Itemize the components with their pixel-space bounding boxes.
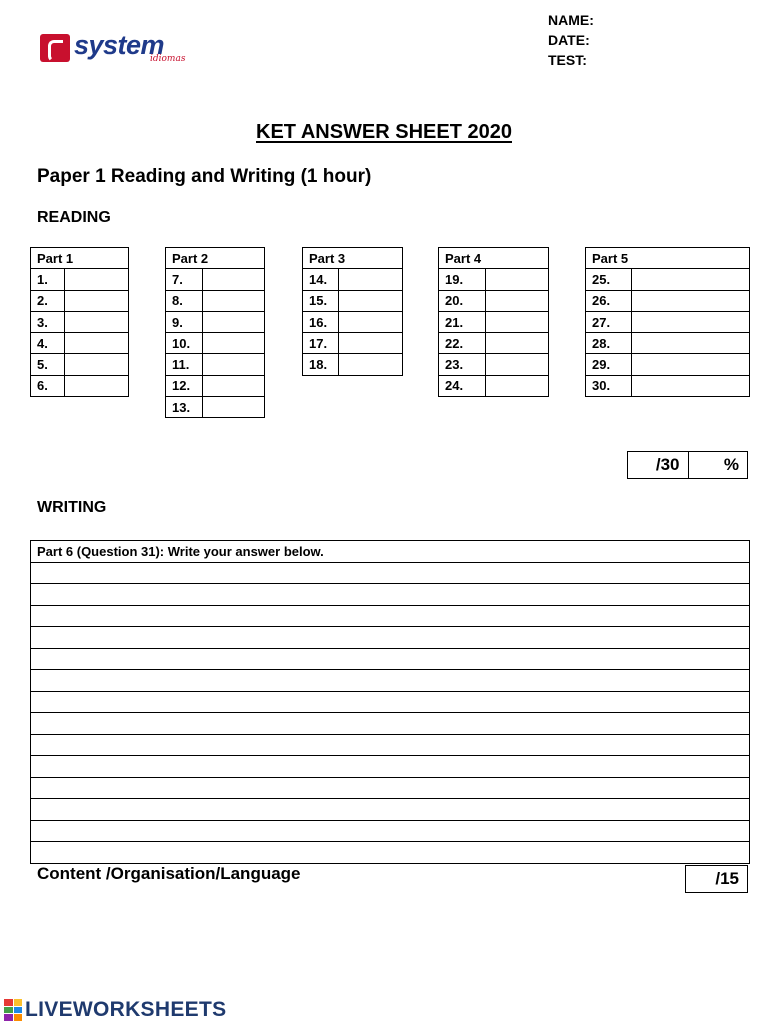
answer-cell-27[interactable] [632, 311, 750, 332]
answer-cell-2[interactable] [65, 290, 129, 311]
writing-line[interactable] [31, 734, 750, 756]
answer-cell-21[interactable] [486, 311, 549, 332]
question-number: 23. [439, 354, 486, 375]
writing-line[interactable] [31, 648, 750, 670]
answer-cell-1[interactable] [65, 269, 129, 290]
part-4-table [438, 247, 549, 397]
question-number: 27. [586, 311, 632, 332]
question-number: 22. [439, 333, 486, 354]
writing-line[interactable] [31, 562, 750, 584]
question-number: 26. [586, 290, 632, 311]
liveworksheets-icon [4, 999, 22, 1021]
answer-cell-11[interactable] [203, 354, 265, 375]
answer-cell-6[interactable] [65, 375, 129, 396]
system-logo-text: system [74, 30, 165, 60]
question-number: 25. [586, 269, 632, 290]
system-logo [40, 32, 190, 68]
question-number: 24. [439, 375, 486, 396]
question-number: 6. [31, 375, 65, 396]
reading-score-percent: % [723, 455, 739, 474]
writing-line[interactable] [31, 777, 750, 799]
writing-line[interactable] [31, 584, 750, 606]
question-number: 20. [439, 290, 486, 311]
question-number: 18. [303, 354, 339, 375]
student-info [548, 10, 594, 70]
answer-cell-23[interactable] [486, 354, 549, 375]
answer-cell-10[interactable] [203, 333, 265, 354]
liveworksheets-text: LIVEWORKSHEETS [25, 998, 227, 1021]
question-number: 1. [31, 269, 65, 290]
question-number: 29. [586, 354, 632, 375]
writing-line[interactable] [31, 605, 750, 627]
answer-cell-25[interactable] [632, 269, 750, 290]
answer-cell-12[interactable] [203, 375, 265, 396]
question-number: 16. [303, 311, 339, 332]
answer-cell-15[interactable] [339, 290, 403, 311]
answer-cell-16[interactable] [339, 311, 403, 332]
paper-heading: Paper 1 Reading and Writing (1 hour) [37, 166, 372, 187]
writing-line[interactable] [31, 799, 750, 821]
system-logo-subtext: idiomas [150, 54, 186, 64]
answer-cell-28[interactable] [632, 333, 750, 354]
part-5-table [585, 247, 750, 397]
writing-score-total: /15 [715, 869, 739, 888]
question-number: 30. [586, 375, 632, 396]
writing-heading: WRITING [37, 499, 107, 516]
writing-line[interactable] [31, 670, 750, 692]
sheet-title: KET ANSWER SHEET 2020 [256, 121, 512, 143]
writing-answer-box [30, 540, 750, 864]
question-number: 2. [31, 290, 65, 311]
question-number: 14. [303, 269, 339, 290]
question-number: 12. [166, 375, 203, 396]
reading-score-total: /30 [628, 452, 689, 478]
writing-line[interactable] [31, 756, 750, 778]
answer-cell-7[interactable] [203, 269, 265, 290]
answer-cell-14[interactable] [339, 269, 403, 290]
writing-score-box [685, 865, 748, 893]
answer-cell-4[interactable] [65, 333, 129, 354]
reading-score-box [627, 451, 748, 479]
answer-cell-30[interactable] [632, 375, 750, 396]
system-logo-icon [40, 34, 70, 62]
part-2-header: Part 2 [166, 248, 265, 269]
question-number: 17. [303, 333, 339, 354]
answer-cell-13[interactable] [203, 397, 265, 418]
answer-cell-22[interactable] [486, 333, 549, 354]
writing-line[interactable] [31, 842, 750, 864]
writing-line[interactable] [31, 627, 750, 649]
part-1-header: Part 1 [31, 248, 129, 269]
part-2-table [165, 247, 265, 418]
answer-cell-5[interactable] [65, 354, 129, 375]
name-label: NAME: [548, 12, 594, 28]
question-number: 8. [166, 290, 203, 311]
question-number: 19. [439, 269, 486, 290]
question-number: 11. [166, 354, 203, 375]
part-1-table [30, 247, 129, 397]
writing-criteria: Content /Organisation/Language [37, 864, 301, 883]
question-number: 5. [31, 354, 65, 375]
answer-cell-9[interactable] [203, 311, 265, 332]
answer-cell-29[interactable] [632, 354, 750, 375]
question-number: 15. [303, 290, 339, 311]
writing-line[interactable] [31, 820, 750, 842]
writing-prompt: Part 6 (Question 31): Write your answer below. [31, 541, 750, 563]
test-label: TEST: [548, 52, 587, 68]
answer-cell-26[interactable] [632, 290, 750, 311]
question-number: 21. [439, 311, 486, 332]
part-4-header: Part 4 [439, 248, 549, 269]
answer-cell-3[interactable] [65, 311, 129, 332]
part-5-header: Part 5 [586, 248, 750, 269]
answer-cell-8[interactable] [203, 290, 265, 311]
liveworksheets-logo [4, 998, 226, 1022]
question-number: 28. [586, 333, 632, 354]
writing-line[interactable] [31, 713, 750, 735]
answer-cell-18[interactable] [339, 354, 403, 375]
answer-cell-17[interactable] [339, 333, 403, 354]
question-number: 3. [31, 311, 65, 332]
question-number: 9. [166, 311, 203, 332]
question-number: 10. [166, 333, 203, 354]
question-number: 13. [166, 397, 203, 418]
answer-cell-24[interactable] [486, 375, 549, 396]
answer-cell-20[interactable] [486, 290, 549, 311]
part-3-table [302, 247, 403, 376]
question-number: 4. [31, 333, 65, 354]
date-label: DATE: [548, 32, 590, 48]
reading-heading: READING [37, 209, 111, 226]
writing-line[interactable] [31, 691, 750, 713]
answer-cell-19[interactable] [486, 269, 549, 290]
question-number: 7. [166, 269, 203, 290]
part-3-header: Part 3 [303, 248, 403, 269]
